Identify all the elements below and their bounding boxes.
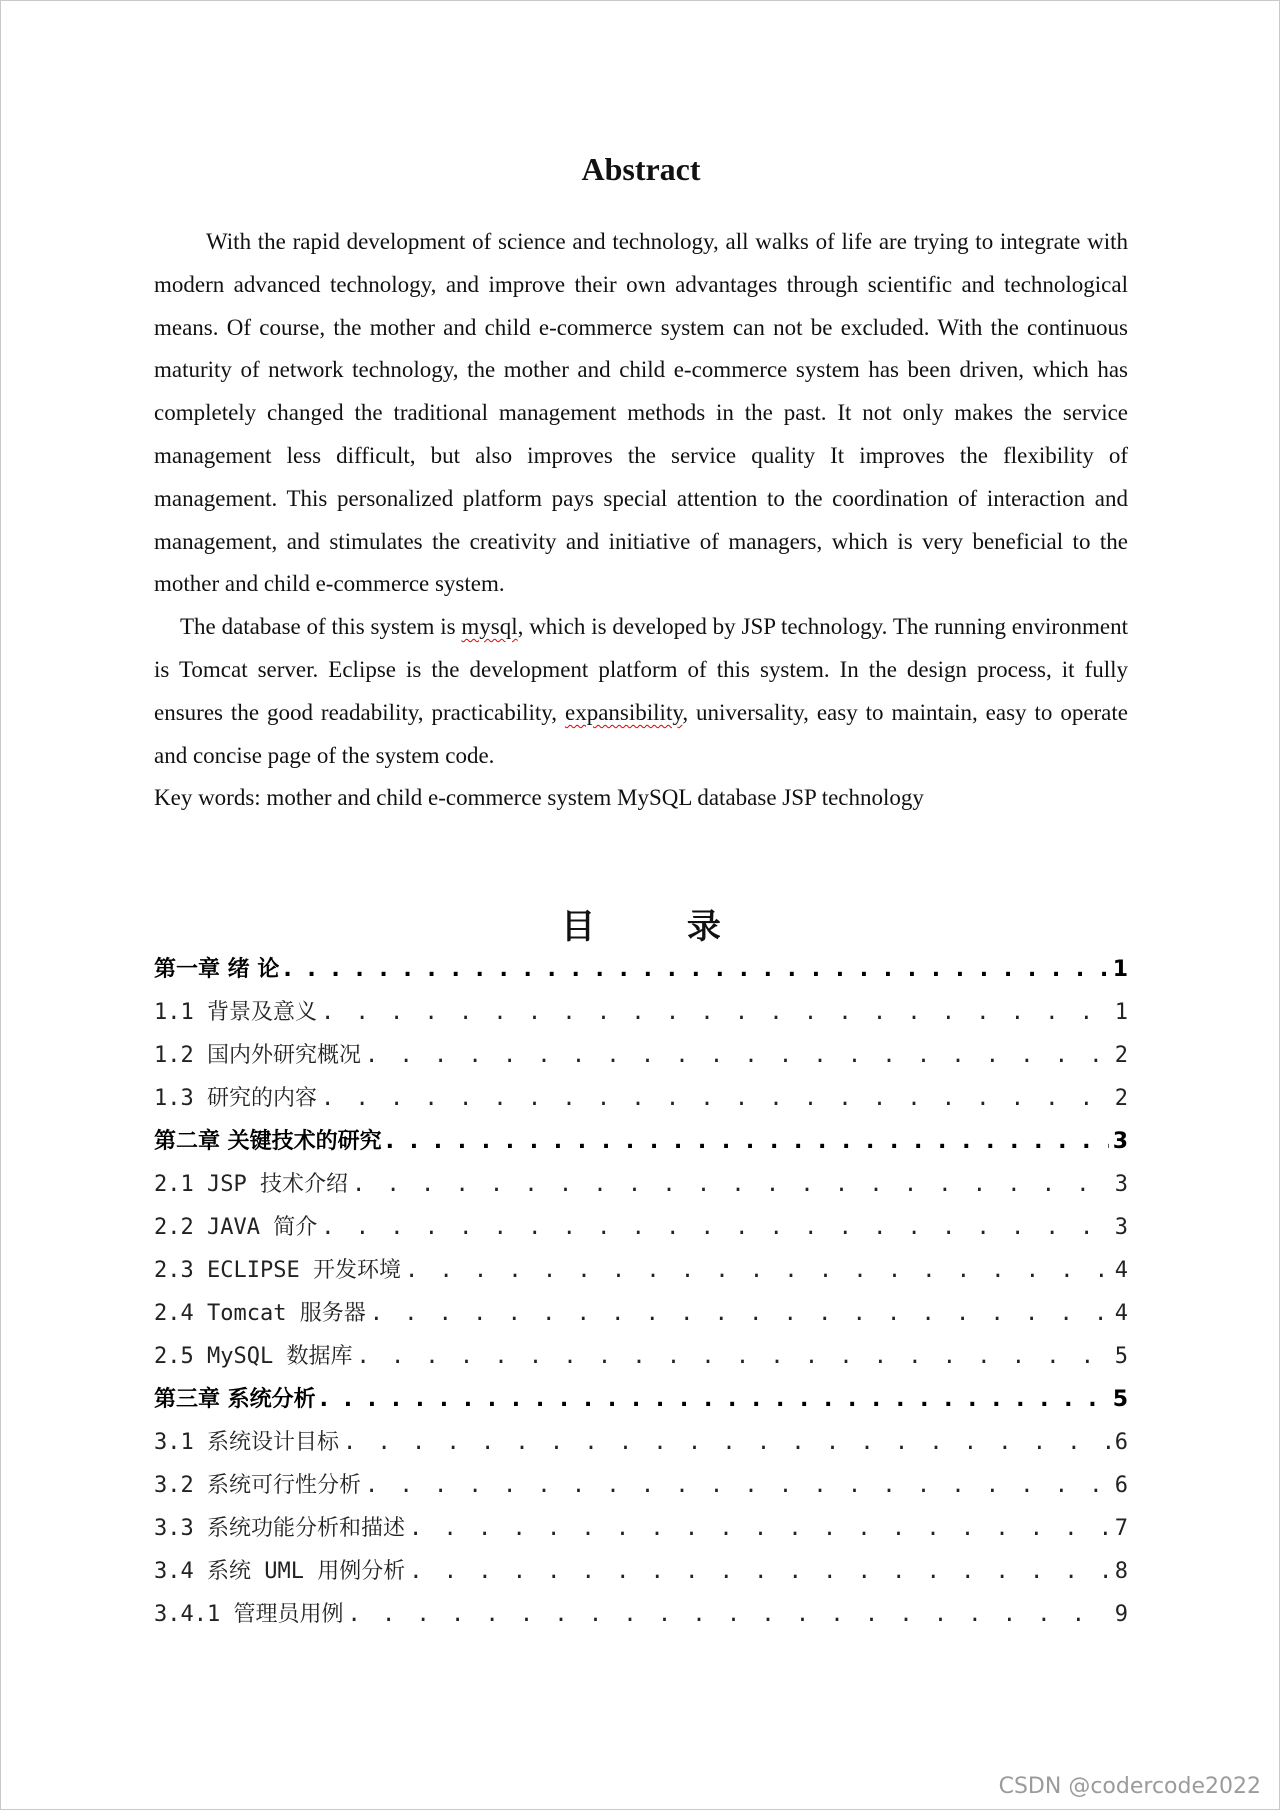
toc-entry-label: 1.3 研究的内容 [154,1086,317,1111]
toc-section-entry[interactable] [154,1464,1128,1507]
toc-dot-leader [370,1292,1110,1335]
toc-page-number: 2 [1114,1043,1128,1068]
abstract-title: Abstract [581,151,701,187]
toc-section-entry[interactable] [154,1034,1128,1077]
paragraph-2-text-a: The database of this system is [180,614,462,640]
abstract-paragraph-2 [154,606,1128,777]
toc-entry-label: 1.1 背景及意义 [154,1000,317,1025]
toc-page-number: 3 [1114,1172,1128,1197]
toc-entry-label: 2.2 JAVA 简介 [154,1215,318,1240]
toc-section-entry[interactable] [154,1292,1128,1335]
toc-page-number: 3 [1114,1215,1128,1240]
toc-dot-leader [321,1206,1110,1249]
toc-entry-label: 2.3 ECLIPSE 开发环境 [154,1258,401,1283]
toc-section-entry[interactable] [154,1335,1128,1378]
toc-entry-label: 2.5 MySQL 数据库 [154,1344,353,1369]
toc-page-number: 8 [1114,1559,1128,1584]
toc-entry-label: 第一章 绪 论 [154,957,280,982]
toc-dot-leader [409,1507,1110,1550]
toc-page-number: 5 [1114,1344,1128,1369]
toc-entry-label: 第三章 系统分析 [154,1387,316,1412]
toc-page-number: 7 [1114,1516,1128,1541]
toc-section-entry[interactable] [154,1077,1128,1120]
toc-page-number: 4 [1114,1301,1128,1326]
toc-title: 目 录 [561,907,761,947]
toc-page-number: 5 [1112,1387,1128,1412]
toc-section-entry[interactable] [154,1593,1128,1636]
toc-entry-label: 2.4 Tomcat 服务器 [154,1301,366,1326]
toc-dot-leader [386,1120,1109,1163]
paragraph-2-text-b: , which is developed by JSP technology. The running environment is Tomcat server. Eclipse is the development platform of this system. In the design process, it fully ensures the good readability, practicability, [154,614,1128,725]
toc-section-entry[interactable] [154,1163,1128,1206]
toc-chapter-entry[interactable] [154,948,1128,991]
toc-entry-label: 3.4.1 管理员用例 [154,1602,344,1627]
toc-entry-label: 3.2 系统可行性分析 [154,1473,361,1498]
toc-entry-label: 第二章 关键技术的研究 [154,1129,382,1154]
toc-entry-label: 2.1 JSP 技术介绍 [154,1172,348,1197]
toc-section-entry[interactable] [154,1507,1128,1550]
toc-chapter-entry[interactable] [154,1378,1128,1421]
toc-page-number: 3 [1112,1129,1128,1154]
toc-page-number: 9 [1114,1602,1128,1627]
toc-dot-leader [347,1593,1110,1636]
toc-entry-label: 3.1 系统设计目标 [154,1430,339,1455]
toc-section-entry[interactable] [154,1421,1128,1464]
toc-dot-leader [356,1335,1110,1378]
table-of-contents [154,948,1128,1636]
toc-dot-leader [321,1077,1110,1120]
toc-dot-leader [365,1034,1110,1077]
abstract-body [154,221,1128,820]
toc-section-entry[interactable] [154,1550,1128,1593]
toc-section-entry[interactable] [154,1249,1128,1292]
spellcheck-word-expansibility: expansibility [565,699,683,725]
toc-dot-leader [365,1464,1110,1507]
toc-page-number: 1 [1112,957,1128,982]
toc-entry-label: 1.2 国内外研究概况 [154,1043,361,1068]
toc-dot-leader [343,1421,1110,1464]
abstract-paragraph-1: With the rapid development of science and technology, all walks of life are trying to integrate with modern advanced technology, and improve their own advantages through scientific and technological means. Of course, the mother and child e-commerce system can not be excluded. With the continuous maturity of network technology, the mother and child e-commerce system has been driven, which has completely changed the traditional management methods in the past. It not only makes the service management less difficult, but also improves the service quality It improves the flexibility of management. This personalized platform pays special attention to the coordination of interaction and management, and stimulates the creativity and initiative of managers, which is very beneficial to the mother and child e-commerce system. [154,229,1128,597]
toc-dot-leader [405,1249,1110,1292]
toc-entry-label: 3.3 系统功能分析和描述 [154,1516,405,1541]
toc-chapter-entry[interactable] [154,1120,1128,1163]
toc-page-number: 6 [1114,1430,1128,1455]
toc-dot-leader [283,948,1108,991]
toc-page-number: 4 [1114,1258,1128,1283]
toc-dot-leader [320,1378,1109,1421]
paragraph-2-text-c: , universality, easy to maintain, easy to operate and concise page of the system code. [154,699,1128,768]
toc-dot-leader [321,991,1110,1034]
toc-dot-leader [409,1550,1110,1593]
toc-entry-label: 3.4 系统 UML 用例分析 [154,1559,406,1584]
toc-dot-leader [352,1163,1110,1206]
keywords-line: Key words: mother and child e-commerce system MySQL database JSP technology [154,785,924,811]
watermark: CSDN @codercode2022 [998,1774,1261,1799]
toc-page-number: 2 [1114,1086,1128,1111]
toc-section-entry[interactable] [154,1206,1128,1249]
toc-page-number: 6 [1114,1473,1128,1498]
toc-section-entry[interactable] [154,991,1128,1034]
toc-page-number: 1 [1114,1000,1128,1025]
spellcheck-word-mysql: mysql [461,614,518,640]
